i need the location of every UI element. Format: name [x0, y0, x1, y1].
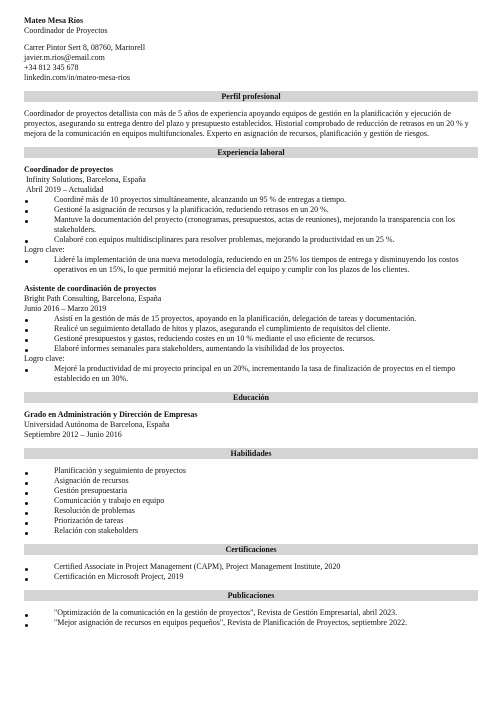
education-heading: Educación	[24, 392, 478, 403]
bullet-icon	[25, 472, 28, 475]
candidate-linkedin: linkedin.com/in/mateo-mesa-rios	[24, 73, 130, 82]
certifications-list	[24, 562, 478, 582]
list-item: Asistí en la gestión de más de 15 proyectos, apoyando en la planificación, delegación de tareas y documentación.	[24, 314, 478, 324]
achievement-label: Logro clave:	[24, 245, 65, 254]
bullet-icon	[25, 200, 28, 203]
list-item: Relación con stakeholders	[24, 526, 478, 536]
certifications-heading: Certificaciones	[24, 544, 478, 555]
publications-list	[24, 608, 478, 628]
job-title: Coordinador de proyectos	[24, 165, 114, 174]
list-item: Resolución de problemas	[24, 506, 478, 516]
bullet-icon	[25, 492, 28, 495]
list-item: Asignación de recursos	[24, 476, 478, 486]
achievement-list	[24, 364, 478, 384]
list-item: "Mejor asignación de recursos en equipos pequeños", Revista de Planificación de Proyectos, septiembre 2022.	[24, 618, 478, 628]
profile-heading: Perfil profesional	[24, 91, 478, 102]
experience-heading: Experiencia laboral	[24, 147, 478, 158]
bullet-icon	[25, 240, 28, 243]
list-item: Certified Associate in Project Management (CAPM), Project Management Institute, 2020	[24, 562, 478, 572]
school-name: Universidad Autónoma de Barcelona, España	[24, 420, 170, 429]
job-company: Infinity Solutions, Barcelona, España	[26, 175, 146, 184]
education-dates: Septiembre 2012 – Junio 2016	[24, 430, 122, 439]
achievement-label: Logro clave:	[24, 354, 65, 363]
bullet-icon	[25, 614, 28, 617]
list-item: Elaboré informes semanales para stakeholders, aumentando la visibilidad de los proyectos.	[24, 344, 478, 354]
bullet-icon	[25, 319, 28, 322]
job-title: Asistente de coordinación de proyectos	[24, 284, 157, 293]
bullet-icon	[25, 578, 28, 581]
list-item: Gestioné la asignación de recursos y la planificación, reduciendo retrasos en un 20 %.	[24, 205, 478, 215]
list-item: Coordiné más de 10 proyectos simultáneamente, alcanzando un 95 % de entregas a tiempo.	[24, 195, 478, 205]
bullet-icon	[25, 532, 28, 535]
bullet-icon	[25, 369, 28, 372]
list-item: Mantuve la documentación del proyecto (cronogramas, presupuestos, actas de reuniones), mejorando la transparencia con los stakeholders.	[24, 215, 478, 235]
list-item: Gestioné presupuestos y gastos, reduciendo costes en un 10 % mediante el uso eficiente de recursos.	[24, 334, 478, 344]
list-item: Certificación en Microsoft Project, 2019	[24, 572, 478, 582]
list-item: Mejoré la productividad de mi proyecto principal en un 20%, incrementando la tasa de finalización de proyectos en el tiempo establecido en un 30%.	[24, 364, 478, 384]
candidate-name: Mateo Mesa Ríos	[24, 16, 84, 25]
job-bullets	[24, 314, 478, 354]
skills-heading: Habilidades	[24, 448, 478, 459]
bullet-icon	[25, 210, 28, 213]
bullet-icon	[25, 512, 28, 515]
degree-title: Grado en Administración y Dirección de Empresas	[24, 410, 198, 419]
list-item: Gestión presupuestaria	[24, 486, 478, 496]
bullet-icon	[25, 260, 28, 263]
candidate-title: Coordinador de Proyectos	[24, 26, 108, 35]
profile-summary: Coordinador de proyectos detallista con más de 5 años de experiencia apoyando equipos de gestión en la planificación y ejecución de proyectos, asegurando su entrega dentro del plazo y presupuesto establecidos. Historial comprobado de reducción de retrasos en un 20 % y mejora de la comunicación en equipos multifuncionales. Experto en asignación de recursos, planificación y gestión de riesgos.	[24, 109, 469, 138]
publications-heading: Publicaciones	[24, 590, 478, 601]
list-item: Priorización de tareas	[24, 516, 478, 526]
bullet-icon	[25, 568, 28, 571]
list-item: Comunicación y trabajo en equipo	[24, 496, 478, 506]
bullet-icon	[25, 502, 28, 505]
job-entry	[24, 284, 478, 384]
list-item: Colaboré con equipos multidisciplinares para resolver problemas, mejorando la productividad en un 25 %.	[24, 235, 478, 245]
list-item: Lideré la implementación de una nueva metodología, reduciendo en un 25% los tiempos de entrega y disminuyendo los costos operativos en un 15%, lo que permitió mejorar la eficiencia del equipo y cumplir con los plazos de los clientes.	[24, 255, 478, 275]
list-item: Realicé un seguimiento detallado de hitos y plazos, asegurando el cumplimiento de requisitos del cliente.	[24, 324, 478, 334]
bullet-icon	[25, 329, 28, 332]
candidate-email: javier.m.rios@email.com	[24, 53, 105, 62]
candidate-address: Carrer Pintor Sert 8, 08760, Martorell	[24, 43, 146, 52]
bullet-icon	[25, 624, 28, 627]
list-item: Planificación y seguimiento de proyectos	[24, 466, 478, 476]
skills-list	[24, 466, 478, 536]
bullet-icon	[25, 522, 28, 525]
bullet-icon	[25, 339, 28, 342]
list-item: "Optimización de la comunicación en la gestión de proyectos", Revista de Gestión Empresarial, abril 2023.	[24, 608, 478, 618]
job-entry	[24, 165, 478, 275]
achievement-list	[24, 255, 478, 275]
job-bullets	[24, 195, 478, 245]
job-company: Bright Path Consulting, Barcelona, España	[24, 294, 162, 303]
candidate-phone: +34 812 345 678	[24, 63, 79, 72]
bullet-icon	[25, 220, 28, 223]
bullet-icon	[25, 482, 28, 485]
job-dates: Abril 2019 – Actualidad	[26, 185, 104, 194]
job-dates: Junio 2016 – Marzo 2019	[24, 304, 107, 313]
bullet-icon	[25, 349, 28, 352]
resume-header	[24, 16, 478, 83]
